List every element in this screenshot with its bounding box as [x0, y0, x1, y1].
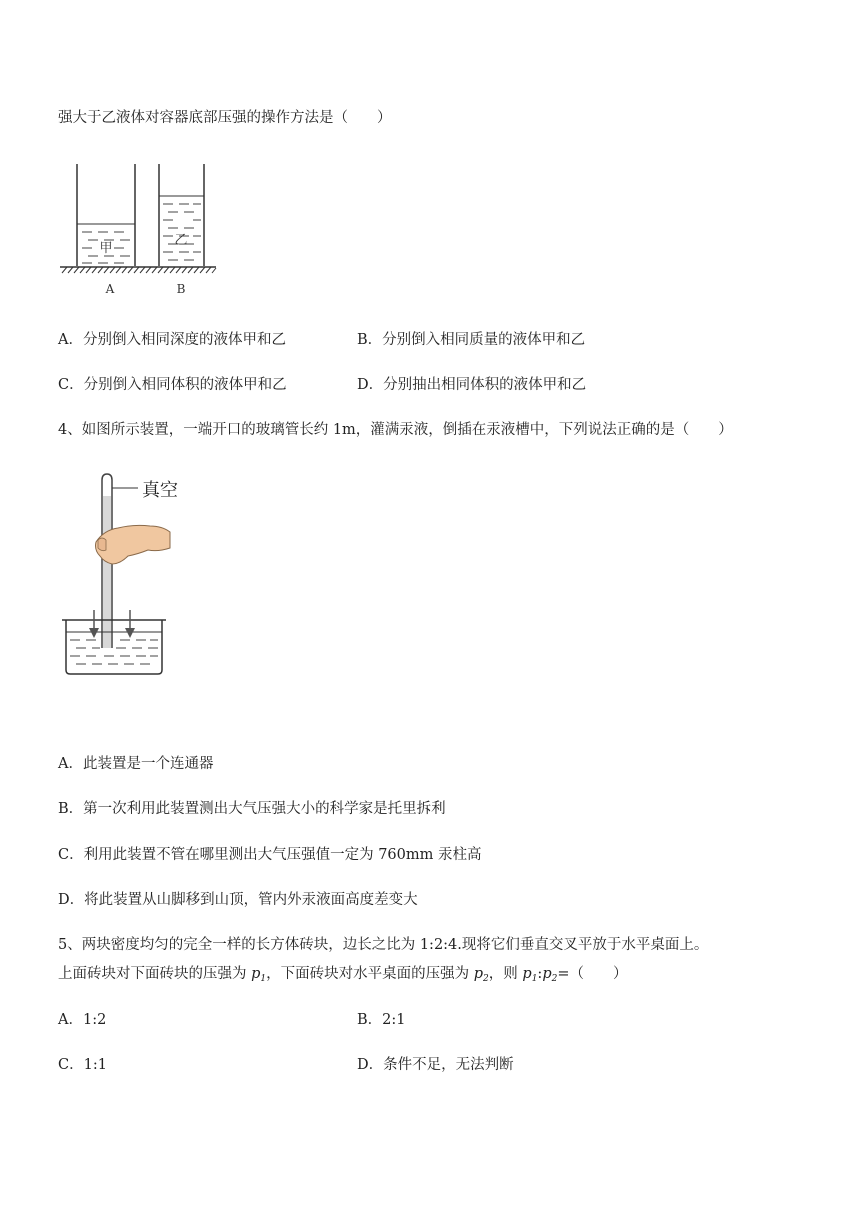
q3-containers-figure [58, 160, 218, 300]
q3-option-c[interactable]: C．分别倒入相同体积的液体甲和乙 [58, 377, 287, 393]
q5-stem-part-d: =（ ） [557, 966, 628, 982]
q5-ratio-p1-symbol: p [522, 966, 532, 982]
q5-p2-symbol: p [473, 966, 484, 982]
q5-option-a[interactable]: A．1:2 [58, 1012, 107, 1028]
q3-label-jia: 甲 [99, 241, 113, 256]
q5-p1-symbol: p [251, 966, 261, 982]
q4-barometer-figure [58, 470, 198, 680]
q3-label-b: B [176, 282, 186, 296]
q3-label-a: A [105, 282, 115, 296]
q4-option-b[interactable]: B．第一次利用此装置测出大气压强大小的科学家是托里拆利 [58, 801, 446, 817]
q4-label-vacuum: 真空 [142, 480, 178, 501]
q5-stem-line1: 5、两块密度均匀的完全一样的长方体砖块，边长之比为 1:2:4.现将它们垂直交叉平放于水平桌面上。 [58, 937, 709, 953]
q5-ratio-p1-subscript: 1 [531, 974, 538, 984]
q5-stem-part-a: 上面砖块对下面砖块的压强为 [58, 966, 252, 982]
q5-p2-subscript: 2 [483, 974, 489, 984]
q5-stem-part-b: ，下面砖块对水平桌面的压强为 [266, 966, 474, 982]
q3-option-b[interactable]: B．分别倒入相同质量的液体甲和乙 [357, 332, 586, 348]
q5-ratio-p2-subscript: 2 [551, 974, 558, 984]
q5-stem-line2 [58, 964, 628, 989]
q5-option-d[interactable]: D．条件不足，无法判断 [357, 1057, 514, 1073]
q5-option-b[interactable]: B．2:1 [357, 1012, 406, 1028]
q3-option-d[interactable]: D．分别抽出相同体积的液体甲和乙 [357, 377, 587, 393]
q5-ratio-p2-symbol: p [542, 966, 552, 982]
q4-option-a[interactable]: A．此装置是一个连通器 [58, 756, 214, 772]
q5-stem-part-c: ，则 [488, 966, 523, 982]
q5-p1-subscript: 1 [260, 974, 267, 984]
q3-option-a[interactable]: A．分别倒入相同深度的液体甲和乙 [58, 332, 286, 348]
q4-option-d[interactable]: D．将此装置从山脚移到山顶，管内外汞液面高度差变大 [58, 892, 418, 908]
q3-label-yi: 乙 [174, 233, 188, 248]
q3-stem: 强大于乙液体对容器底部压强的操作方法是（ ） [58, 110, 392, 126]
q4-stem: 4、如图所示装置，一端开口的玻璃管长约 1m，灌满汞液，倒插在汞液槽中，下列说法正确的是（ ） [58, 422, 733, 438]
q5-option-c[interactable]: C．1:1 [58, 1057, 107, 1073]
q4-option-c[interactable]: C．利用此装置不管在哪里测出大气压强值一定为 760mm 汞柱高 [58, 847, 482, 863]
q5-ratio-separator: : [537, 966, 543, 982]
